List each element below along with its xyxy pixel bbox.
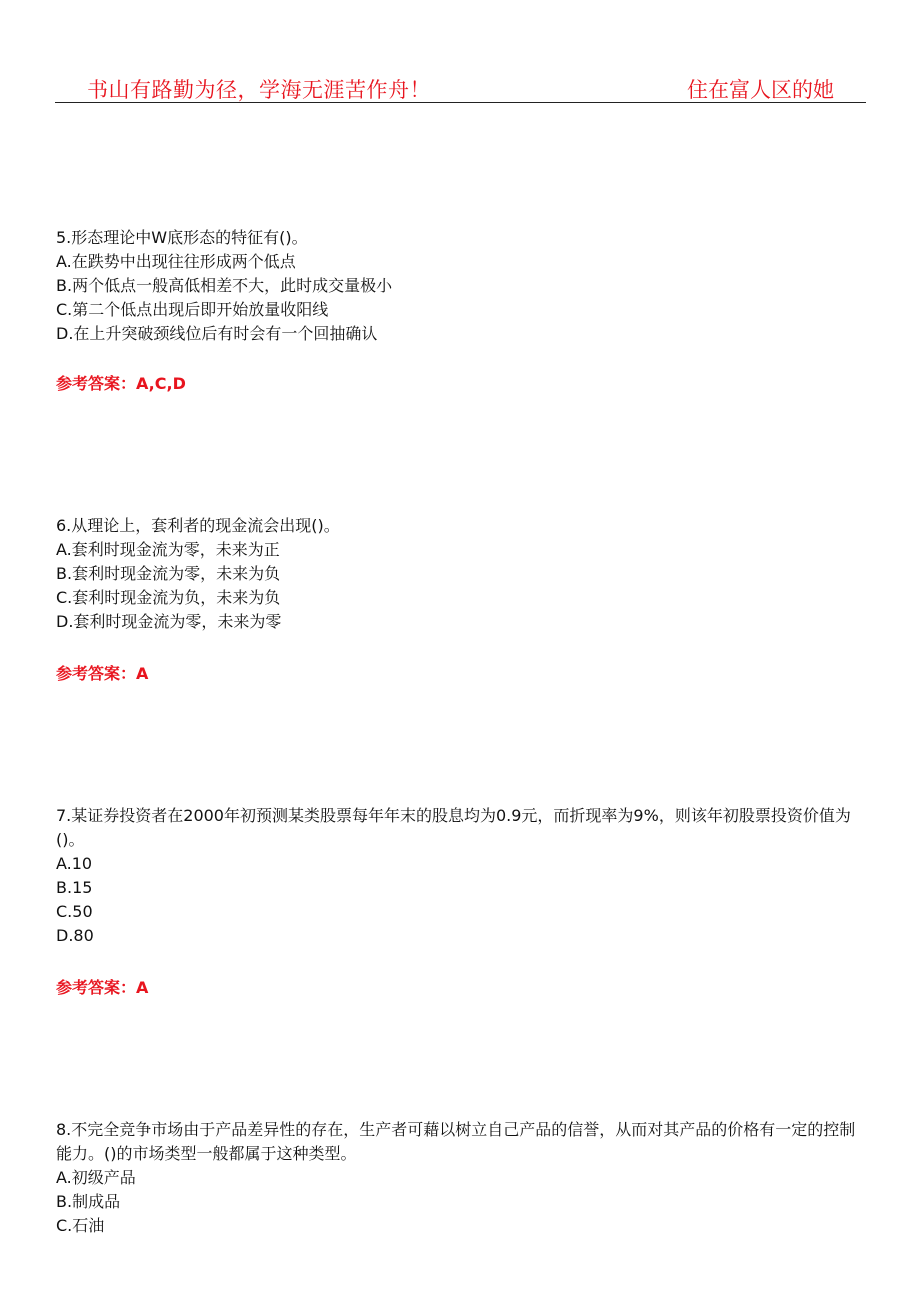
option-c: C.石油 (56, 1216, 105, 1235)
option-c: C.50 (56, 902, 93, 921)
option-d: D.套利时现金流为零，未来为零 (56, 612, 282, 631)
option-c: C.第二个低点出现后即开始放量收阳线 (56, 300, 329, 319)
question-6 (56, 514, 866, 634)
answer-7: 参考答案：A (56, 978, 149, 997)
answer-5: 参考答案：A,C,D (56, 374, 186, 393)
question-text: 5.形态理论中W底形态的特征有()。 (56, 228, 308, 247)
option-c: C.套利时现金流为负，未来为负 (56, 588, 281, 607)
option-a: A.10 (56, 854, 93, 873)
question-text: 8.不完全竞争市场由于产品差异性的存在，生产者可藉以树立自己产品的信誉，从而对其产品的价格有一定的控制能力。()的市场类型一般都属于这种类型。 (56, 1120, 856, 1163)
header-motto: 书山有路勤为径，学海无涯苦作舟！ (87, 78, 431, 102)
question-text: 6.从理论上，套利者的现金流会出现()。 (56, 516, 340, 535)
question-text: 7.某证券投资者在2000年初预测某类股票每年年末的股息均为0.9元，而折现率为9%，则该年初股票投资价值为()。 (56, 806, 851, 849)
option-b: B.制成品 (56, 1192, 121, 1211)
header-author: 住在富人区的她 (687, 78, 834, 102)
question-7 (56, 804, 866, 948)
option-b: B.两个低点一般高低相差不大，此时成交量极小 (56, 276, 393, 295)
option-a: A.套利时现金流为零，未来为正 (56, 540, 280, 559)
option-a: A.初级产品 (56, 1168, 136, 1187)
page-header (55, 70, 866, 103)
question-5 (56, 226, 866, 346)
question-8 (56, 1118, 866, 1238)
option-d: D.在上升突破颈线位后有时会有一个回抽确认 (56, 324, 378, 343)
answer-6: 参考答案：A (56, 664, 149, 683)
option-d: D.80 (56, 926, 94, 945)
option-a: A.在跌势中出现往往形成两个低点 (56, 252, 296, 271)
option-b: B.套利时现金流为零，未来为负 (56, 564, 281, 583)
option-b: B.15 (56, 878, 93, 897)
